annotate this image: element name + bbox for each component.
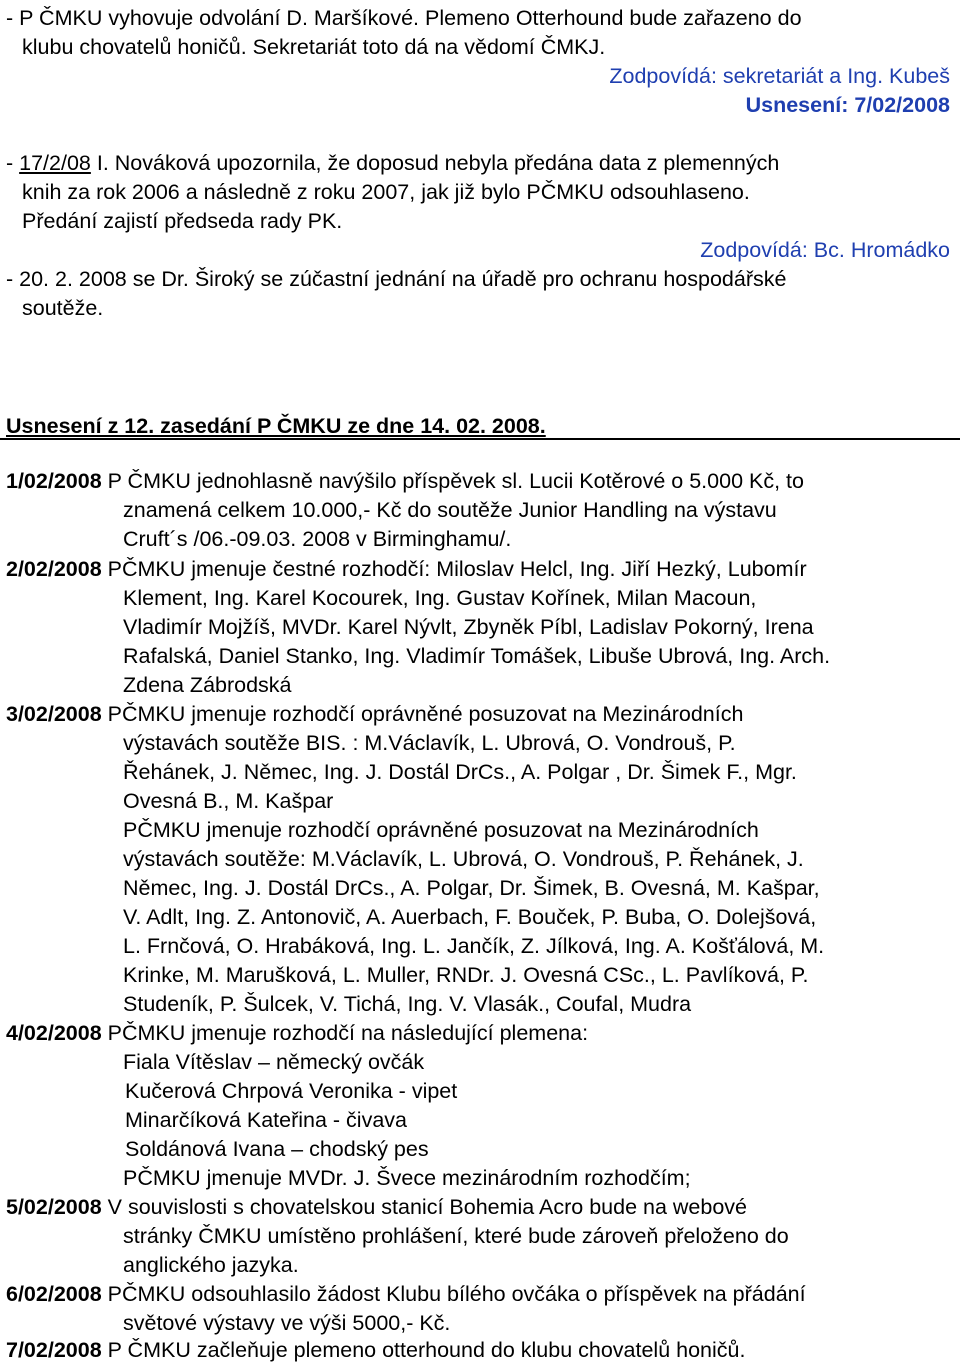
resolution-3-line-7: Němec, Ing. J. Dostál DrCs., A. Polgar, Dr. Šimek, B. Ovesná, M. Kašpar, bbox=[123, 876, 820, 900]
item-3-line-1: - 20. 2. 2008 se Dr. Široký se zúčastní jednání na úřadě pro ochranu hospodářské bbox=[6, 267, 787, 291]
resolution-3-line-2: výstavách soutěže BIS. : M.Václavík, L. Ubrová, O. Vondrouš, P. bbox=[123, 731, 736, 755]
resolution-2-line-5: Zdena Zábrodská bbox=[123, 673, 292, 697]
item-2-line-2: knih za rok 2006 a následně z roku 2007, jak již bylo PČMKU odsouhlaseno. bbox=[22, 180, 750, 204]
resolution-3-line-9: L. Frnčová, O. Hrabáková, Ing. L. Jančík, Z. Jílková, Ing. A. Košťálová, M. bbox=[123, 934, 825, 958]
resolution-5-number: 5/02/2008 bbox=[6, 1195, 102, 1219]
resolution-2-line-1 bbox=[6, 555, 807, 584]
resolution-5-line-1 bbox=[6, 1193, 747, 1222]
resolution-3-line-4: Ovesná B., M. Kašpar bbox=[123, 789, 334, 813]
item-2-ref: 17/2/08 bbox=[19, 151, 91, 175]
resolution-3-number: 3/02/2008 bbox=[6, 702, 102, 726]
resolution-3-text: PČMKU jmenuje rozhodčí oprávněné posuzovat na Mezinárodních bbox=[101, 702, 744, 726]
resolution-3-line-3: Řehánek, J. Němec, Ing. J. Dostál DrCs., A. Polgar , Dr. Šimek F., Mgr. bbox=[123, 760, 797, 784]
resolution-4-line-5: Soldánová Ivana – chodský pes bbox=[125, 1137, 429, 1161]
resolution-3-line-1 bbox=[6, 700, 743, 729]
resolution-5-line-2: stránky ČMKU umístěno prohlášení, které bude zároveň přeloženo do bbox=[123, 1224, 789, 1248]
resolution-3-line-11: Studeník, P. Šulcek, V. Tichá, Ing. V. Vlasák., Coufal, Mudra bbox=[123, 992, 692, 1016]
resolution-5-line-3: anglického jazyka. bbox=[123, 1253, 299, 1277]
resolution-3-line-10: Krinke, M. Marušková, L. Muller, RNDr. J. Ovesná CSc., L. Pavlíková, P. bbox=[123, 963, 809, 987]
resolution-4-line-2: Fiala Vítěslav – německý ovčák bbox=[123, 1050, 425, 1074]
resolution-6-text: PČMKU odsouhlasilo žádost Klubu bílého ovčáka o příspěvek na přádání bbox=[101, 1282, 806, 1306]
resolution-2-line-2: Klement, Ing. Karel Kocourek, Ing. Gustav Kořínek, Milan Macoun, bbox=[123, 586, 757, 610]
resolution-4-text: PČMKU jmenuje rozhodčí na následující plemena: bbox=[101, 1021, 589, 1045]
item-2-rest: I. Nováková upozornila, že doposud nebyla předána data z plemenných bbox=[90, 151, 780, 175]
resolution-4-line-6: PČMKU jmenuje MVDr. J. Švece mezinárodním rozhodčím; bbox=[123, 1166, 691, 1190]
resolution-6-line-2: světové výstavy ve výši 5000,- Kč. bbox=[123, 1311, 451, 1335]
resolution-ref: Usnesení: 7/02/2008 bbox=[745, 93, 950, 117]
item-3-line-2: soutěže. bbox=[22, 296, 104, 320]
resolution-3-line-8: V. Adlt, Ing. Z. Antonovič, A. Auerbach, F. Bouček, P. Buba, O. Dolejšová, bbox=[123, 905, 817, 929]
responsible-note-1: Zodpovídá: sekretariát a Ing. Kubeš bbox=[609, 64, 950, 88]
resolutions-title-bar bbox=[0, 412, 960, 440]
resolution-6-number: 6/02/2008 bbox=[6, 1282, 102, 1306]
resolution-5-text: V souvislosti s chovatelskou stanicí Bohemia Acro bude na webové bbox=[101, 1195, 748, 1219]
resolution-4-number: 4/02/2008 bbox=[6, 1021, 102, 1045]
resolution-2-text: PČMKU jmenuje čestné rozhodčí: Miloslav Helcl, Ing. Jiří Hezký, Lubomír bbox=[101, 557, 807, 581]
resolution-1-number: 1/02/2008 bbox=[6, 469, 102, 493]
resolution-1-text: P ČMKU jednohlasně navýšilo příspěvek sl. Lucii Kotěrové o 5.000 Kč, to bbox=[101, 469, 804, 493]
resolution-2-line-4: Rafalská, Daniel Stanko, Ing. Vladimír Tomášek, Libuše Ubrová, Ing. Arch. bbox=[123, 644, 831, 668]
resolution-4-line-4: Minarčíková Kateřina - čivava bbox=[125, 1108, 407, 1132]
resolution-1-line-3: Cruft´s /06.-09.03. 2008 v Birminghamu/. bbox=[123, 527, 512, 551]
resolution-4-line-3: Kučerová Chrpová Veronika - vipet bbox=[125, 1079, 458, 1103]
resolution-2-line-3: Vladimír Mojžíš, MVDr. Karel Nývlt, Zbyněk Píbl, Ladislav Pokorný, Irena bbox=[123, 615, 814, 639]
responsible-note-2: Zodpovídá: Bc. Hromádko bbox=[700, 238, 950, 262]
intro-line-2: klubu chovatelů honičů. Sekretariát toto dá na vědomí ČMKJ. bbox=[22, 35, 606, 59]
resolution-1-line-1 bbox=[6, 467, 804, 496]
resolution-2-number: 2/02/2008 bbox=[6, 557, 102, 581]
resolution-7-number: 7/02/2008 bbox=[6, 1338, 102, 1362]
resolution-3-line-5: PČMKU jmenuje rozhodčí oprávněné posuzovat na Mezinárodních bbox=[123, 818, 759, 842]
resolution-3-line-6: výstavách soutěže: M.Václavík, L. Ubrová, O. Vondrouš, P. Řehánek, J. bbox=[123, 847, 804, 871]
resolutions-title: Usnesení z 12. zasedání P ČMKU ze dne 14. 02. 2008. bbox=[6, 414, 546, 438]
resolution-7-line-1 bbox=[6, 1336, 745, 1365]
item-2-line-1 bbox=[6, 149, 779, 178]
intro-line-1: - P ČMKU vyhovuje odvolání D. Maršíkové. Plemeno Otterhound bude zařazeno do bbox=[6, 6, 802, 30]
resolution-4-line-1 bbox=[6, 1019, 588, 1048]
item-2-prefix: - bbox=[6, 151, 20, 175]
resolution-6-line-1 bbox=[6, 1280, 806, 1309]
resolution-1-line-2: znamená celkem 10.000,- Kč do soutěže Junior Handling na výstavu bbox=[123, 498, 777, 522]
item-2-line-3: Předání zajistí předseda rady PK. bbox=[22, 209, 343, 233]
resolution-7-text: P ČMKU začleňuje plemeno otterhound do klubu chovatelů honičů. bbox=[101, 1338, 746, 1362]
